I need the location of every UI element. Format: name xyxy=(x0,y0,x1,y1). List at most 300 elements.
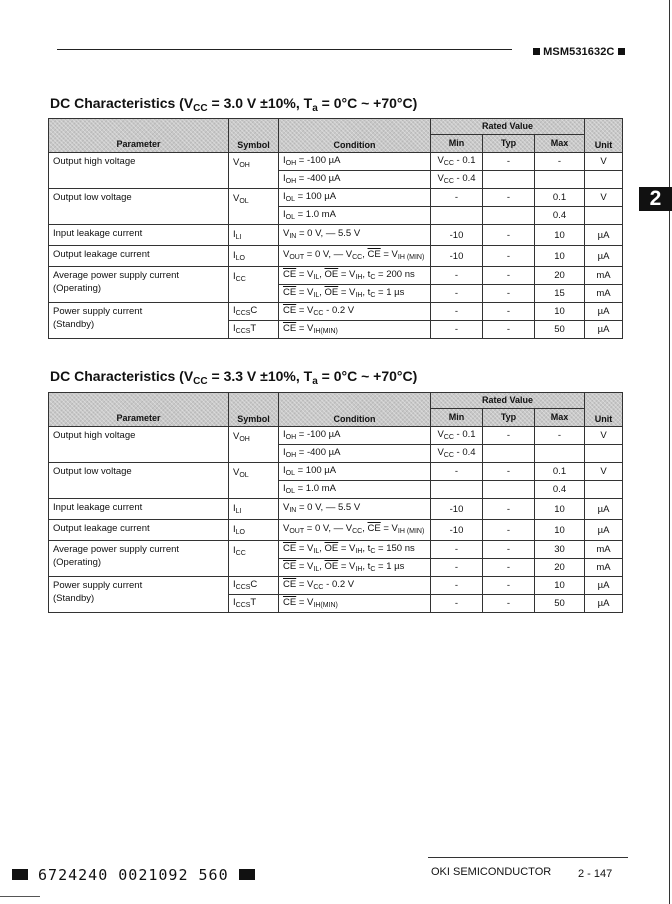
text: - 0.4 xyxy=(453,172,476,184)
unit-cell: mA xyxy=(585,267,623,285)
table-row xyxy=(49,463,623,481)
subscript: OL xyxy=(285,195,295,203)
max-cell xyxy=(535,171,585,189)
min-cell xyxy=(431,481,483,499)
typ-cell: - xyxy=(483,463,535,481)
text: , t xyxy=(362,286,371,298)
typ-cell xyxy=(483,207,535,225)
subscript: OL xyxy=(239,472,249,479)
text: I xyxy=(283,428,286,440)
param-label: Average power supply current xyxy=(53,270,180,281)
text: , xyxy=(319,268,325,280)
typ-cell xyxy=(483,445,535,463)
text: I xyxy=(283,208,286,220)
symbol-cell xyxy=(229,463,279,499)
min-cell: - xyxy=(431,321,483,339)
col-min: Min xyxy=(431,409,483,427)
condition-cell xyxy=(279,153,431,171)
text: I xyxy=(233,503,236,514)
min-cell: - xyxy=(431,267,483,285)
subscript: a xyxy=(312,103,318,114)
table-row xyxy=(49,153,623,171)
text: V xyxy=(283,228,290,239)
typ-cell: - xyxy=(483,285,535,303)
symbol-cell xyxy=(229,321,279,339)
text: , xyxy=(319,542,325,554)
text: , xyxy=(319,286,325,298)
typ-cell: - xyxy=(483,520,535,541)
text: = V xyxy=(296,560,314,572)
subscript: IH (MIN) xyxy=(397,528,425,535)
param-sublabel: (Standby) xyxy=(53,593,95,604)
condition-cell xyxy=(279,595,431,613)
footer-rule xyxy=(428,857,628,858)
ce-bar: $\overline{CE}$ xyxy=(283,542,297,554)
text: V xyxy=(233,431,240,442)
text: I xyxy=(233,545,236,556)
symbol-cell xyxy=(229,303,279,321)
text: = 0 V, — 5.5 V xyxy=(296,502,361,513)
subscript: CC xyxy=(313,583,324,591)
text: I xyxy=(233,596,236,608)
max-cell xyxy=(535,445,585,463)
min-cell: - xyxy=(431,595,483,613)
param-label: Power supply current xyxy=(53,306,143,317)
ce-bar: $\overline{CE}$ xyxy=(367,249,381,260)
text: = V xyxy=(296,578,314,590)
text: = 0 V, — V xyxy=(304,249,353,260)
text: = 0 V, — 5.5 V xyxy=(296,228,361,239)
subscript: LO xyxy=(235,255,245,262)
subscript: IL xyxy=(313,291,320,299)
unit-cell: mA xyxy=(585,541,623,559)
condition-cell xyxy=(279,445,431,463)
text: = 0 V, — V xyxy=(304,523,353,534)
unit-cell xyxy=(585,171,623,189)
square-bullet-icon xyxy=(533,48,540,55)
text: DC Characteristics (V xyxy=(50,368,194,384)
subscript: OUT xyxy=(289,528,305,535)
max-cell: 0.4 xyxy=(535,207,585,225)
param-label: Output low voltage xyxy=(53,192,132,203)
text: V xyxy=(233,157,240,168)
text: = -100 µA xyxy=(296,154,341,166)
max-cell: 50 xyxy=(535,321,585,339)
subscript: IH xyxy=(355,565,363,573)
header-row xyxy=(49,119,623,135)
text: I xyxy=(233,578,236,590)
param-label: Input leakage current xyxy=(53,502,143,513)
max-cell: 0.1 xyxy=(535,463,585,481)
min-cell xyxy=(431,171,483,189)
param-sublabel: (Operating) xyxy=(53,283,102,294)
text: V xyxy=(283,523,290,534)
typ-cell xyxy=(483,171,535,189)
min-cell: - xyxy=(431,189,483,207)
unit-cell: V xyxy=(585,153,623,171)
max-cell: 15 xyxy=(535,285,585,303)
table-row xyxy=(49,303,623,321)
col-condition: Condition xyxy=(279,393,431,427)
text: = 1 µs xyxy=(375,286,405,298)
subscript: CC xyxy=(443,433,454,441)
symbol-cell xyxy=(229,577,279,595)
col-unit: Unit xyxy=(585,393,623,427)
table-row xyxy=(49,520,623,541)
typ-cell: - xyxy=(483,153,535,171)
unit-cell: µA xyxy=(585,520,623,541)
subscript: OH xyxy=(285,451,297,459)
text: = V xyxy=(296,322,314,334)
condition-cell xyxy=(279,499,431,520)
condition-cell xyxy=(279,267,431,285)
unit-cell: µA xyxy=(585,577,623,595)
subscript: LI xyxy=(235,508,242,515)
text: - 0.1 xyxy=(453,154,476,166)
page-number: 2 - 147 xyxy=(578,868,613,880)
max-cell: 10 xyxy=(535,246,585,267)
text: = 0°C ~ +70°C) xyxy=(317,95,418,111)
text: I xyxy=(233,229,236,240)
table-row xyxy=(49,577,623,595)
symbol-cell xyxy=(229,189,279,225)
text: I xyxy=(233,322,236,334)
subscript: OH xyxy=(285,177,297,185)
param-cell xyxy=(49,246,229,267)
footer-barcode-text xyxy=(12,866,255,884)
col-max: Max xyxy=(535,135,585,153)
param-cell xyxy=(49,520,229,541)
min-cell xyxy=(431,427,483,445)
text: = V xyxy=(296,286,314,298)
typ-cell: - xyxy=(483,499,535,520)
text: , xyxy=(362,523,368,534)
text: V xyxy=(233,193,240,204)
text: I xyxy=(283,464,286,476)
condition-cell xyxy=(279,321,431,339)
text: = V xyxy=(296,304,314,316)
text: V xyxy=(437,446,444,458)
max-cell: - xyxy=(535,153,585,171)
ce-bar: $\overline{CE}$ xyxy=(367,523,381,534)
subscript: IH xyxy=(355,273,363,281)
text: = 100 µA xyxy=(294,190,337,202)
col-typ: Typ xyxy=(483,409,535,427)
text: = 200 ns xyxy=(375,268,415,280)
symbol-cell xyxy=(229,153,279,189)
subscript: IH xyxy=(355,547,363,555)
col-typ: Typ xyxy=(483,135,535,153)
text: V xyxy=(283,249,290,260)
part-number: MSM531632C xyxy=(543,46,615,58)
min-cell: - xyxy=(431,559,483,577)
text: = V xyxy=(338,286,356,298)
text: = -400 µA xyxy=(296,172,341,184)
symbol-cell xyxy=(229,427,279,463)
section-title xyxy=(50,368,417,387)
subscript: C xyxy=(370,273,376,281)
subscript: CC xyxy=(443,451,454,459)
min-cell: -10 xyxy=(431,520,483,541)
max-cell: 0.1 xyxy=(535,189,585,207)
typ-cell: - xyxy=(483,541,535,559)
text: I xyxy=(283,446,286,458)
condition-cell xyxy=(279,481,431,499)
typ-cell xyxy=(483,481,535,499)
max-cell: 50 xyxy=(535,595,585,613)
min-cell: -10 xyxy=(431,499,483,520)
max-cell: 20 xyxy=(535,559,585,577)
param-label: Power supply current xyxy=(53,580,143,591)
condition-cell xyxy=(279,559,431,577)
subscript: CC xyxy=(443,159,454,167)
subscript: LI xyxy=(235,234,242,241)
text: , t xyxy=(362,268,371,280)
max-cell: 10 xyxy=(535,303,585,321)
subscript: a xyxy=(312,376,318,387)
unit-cell: µA xyxy=(585,499,623,520)
param-cell xyxy=(49,189,229,225)
table-row xyxy=(49,499,623,520)
max-cell: 10 xyxy=(535,520,585,541)
oe-bar: $\overline{OE}$ xyxy=(324,286,339,298)
condition-cell xyxy=(279,541,431,559)
min-cell xyxy=(431,153,483,171)
text: = 1.0 mA xyxy=(294,482,336,494)
dc-characteristics-table xyxy=(48,392,623,613)
typ-cell: - xyxy=(483,577,535,595)
text: - 0.4 xyxy=(453,446,476,458)
subscript: IH (MIN) xyxy=(397,254,425,261)
text: = V xyxy=(380,249,398,260)
param-cell xyxy=(49,463,229,499)
param-cell xyxy=(49,225,229,246)
unit-cell: µA xyxy=(585,321,623,339)
symbol-cell xyxy=(229,595,279,613)
col-symbol: Symbol xyxy=(229,393,279,427)
text: = V xyxy=(296,268,314,280)
text: - 0.2 V xyxy=(323,304,355,316)
text: C xyxy=(250,578,258,590)
unit-cell: µA xyxy=(585,225,623,246)
dc-characteristics-table xyxy=(48,118,623,339)
min-cell: -10 xyxy=(431,225,483,246)
ce-bar: $\overline{CE}$ xyxy=(283,578,297,590)
subscript: OL xyxy=(285,469,295,477)
square-bullet-icon xyxy=(618,48,625,55)
max-cell: 20 xyxy=(535,267,585,285)
typ-cell: - xyxy=(483,225,535,246)
typ-cell: - xyxy=(483,321,535,339)
unit-cell xyxy=(585,207,623,225)
subscript: CC xyxy=(313,309,324,317)
text: = V xyxy=(338,542,356,554)
unit-cell: V xyxy=(585,463,623,481)
text: I xyxy=(283,482,286,494)
text: - 0.2 V xyxy=(323,578,355,590)
subscript: C xyxy=(370,291,376,299)
symbol-cell xyxy=(229,499,279,520)
param-label: Average power supply current xyxy=(53,544,180,555)
text: = -100 µA xyxy=(296,428,341,440)
text: = 150 ns xyxy=(375,542,415,554)
condition-cell xyxy=(279,463,431,481)
subscript: IH xyxy=(355,291,363,299)
unit-cell: mA xyxy=(585,285,623,303)
subscript: OUT xyxy=(289,254,305,261)
symbol-cell xyxy=(229,541,279,577)
typ-cell: - xyxy=(483,559,535,577)
param-cell xyxy=(49,427,229,463)
condition-cell xyxy=(279,189,431,207)
text: T xyxy=(250,322,257,334)
unit-cell: µA xyxy=(585,595,623,613)
max-cell: 10 xyxy=(535,577,585,595)
table-row xyxy=(49,541,623,559)
text: , xyxy=(362,249,368,260)
subscript: IH(MIN) xyxy=(313,601,338,609)
col-unit: Unit xyxy=(585,119,623,153)
col-min: Min xyxy=(431,135,483,153)
condition-cell xyxy=(279,171,431,189)
subscript: CCS xyxy=(235,309,251,317)
text: - 0.1 xyxy=(453,428,476,440)
symbol-cell xyxy=(229,246,279,267)
min-cell: -10 xyxy=(431,246,483,267)
param-label: Output leakage current xyxy=(53,249,150,260)
text: = V xyxy=(296,596,314,608)
min-cell xyxy=(431,207,483,225)
barcode-number: 6724240 0021092 560 xyxy=(38,866,229,884)
subscript: C xyxy=(370,547,376,555)
param-label: Input leakage current xyxy=(53,228,143,239)
text: V xyxy=(233,467,240,478)
condition-cell xyxy=(279,427,431,445)
col-parameter: Parameter xyxy=(49,119,229,153)
condition-cell xyxy=(279,577,431,595)
text: I xyxy=(283,154,286,166)
text: , t xyxy=(362,542,371,554)
text: I xyxy=(233,524,236,535)
typ-cell: - xyxy=(483,595,535,613)
unit-cell: mA xyxy=(585,559,623,577)
param-cell xyxy=(49,267,229,303)
max-cell: 30 xyxy=(535,541,585,559)
scan-mark xyxy=(0,896,40,897)
section-title xyxy=(50,95,417,114)
text: T xyxy=(250,596,257,608)
symbol-cell xyxy=(229,267,279,303)
text: DC Characteristics (V xyxy=(50,95,194,111)
subscript: CC xyxy=(193,376,208,387)
param-cell xyxy=(49,303,229,339)
oe-bar: $\overline{OE}$ xyxy=(324,542,339,554)
oe-bar: $\overline{OE}$ xyxy=(324,268,339,280)
text: I xyxy=(233,304,236,316)
symbol-cell xyxy=(229,225,279,246)
typ-cell: - xyxy=(483,246,535,267)
subscript: IN xyxy=(289,233,297,240)
subscript: CCS xyxy=(235,327,251,335)
min-cell: - xyxy=(431,577,483,595)
text: I xyxy=(233,271,236,282)
ce-bar: $\overline{CE}$ xyxy=(283,596,297,608)
text: , t xyxy=(362,560,371,572)
text: = 0°C ~ +70°C) xyxy=(317,368,418,384)
min-cell: - xyxy=(431,463,483,481)
ce-bar: $\overline{CE}$ xyxy=(283,286,297,298)
typ-cell: - xyxy=(483,303,535,321)
text: = 3.3 V ±10%, T xyxy=(207,368,313,384)
typ-cell: - xyxy=(483,427,535,445)
text: I xyxy=(283,172,286,184)
min-cell: - xyxy=(431,285,483,303)
oe-bar: $\overline{OE}$ xyxy=(324,560,339,572)
subscript: OH xyxy=(239,162,250,169)
unit-cell: V xyxy=(585,189,623,207)
param-label: Output leakage current xyxy=(53,523,150,534)
page-edge xyxy=(669,0,670,904)
subscript: OH xyxy=(285,433,297,441)
condition-cell xyxy=(279,225,431,246)
part-number-header xyxy=(533,46,625,58)
subscript: CC xyxy=(352,528,363,535)
table-row xyxy=(49,267,623,285)
subscript: IL xyxy=(313,565,320,573)
text: V xyxy=(437,428,444,440)
text: I xyxy=(233,250,236,261)
subscript: CC xyxy=(443,177,454,185)
subscript: IL xyxy=(313,273,320,281)
text: = 1.0 mA xyxy=(294,208,336,220)
footer-company: OKI SEMICONDUCTOR xyxy=(431,866,552,878)
typ-cell: - xyxy=(483,189,535,207)
col-symbol: Symbol xyxy=(229,119,279,153)
ce-bar: $\overline{CE}$ xyxy=(283,268,297,280)
text: = 100 µA xyxy=(294,464,337,476)
black-block-icon xyxy=(239,869,255,880)
table-row xyxy=(49,427,623,445)
section-tab: 2 xyxy=(639,187,672,211)
subscript: CC xyxy=(193,103,208,114)
unit-cell xyxy=(585,445,623,463)
table-row xyxy=(49,225,623,246)
param-cell xyxy=(49,499,229,520)
condition-cell xyxy=(279,303,431,321)
unit-cell: µA xyxy=(585,246,623,267)
text: I xyxy=(283,190,286,202)
ce-bar: $\overline{CE}$ xyxy=(283,322,297,334)
subscript: OL xyxy=(239,198,249,205)
text: = V xyxy=(380,523,398,534)
param-label: Output high voltage xyxy=(53,156,136,167)
param-label: Output low voltage xyxy=(53,466,132,477)
subscript: OH xyxy=(285,159,297,167)
text: C xyxy=(250,304,258,316)
condition-cell xyxy=(279,520,431,541)
text: V xyxy=(437,154,444,166)
param-cell xyxy=(49,541,229,577)
subscript: OL xyxy=(285,487,295,495)
subscript: C xyxy=(370,565,376,573)
text: = V xyxy=(296,542,314,554)
param-cell xyxy=(49,153,229,189)
black-block-icon xyxy=(12,869,28,880)
subscript: CCS xyxy=(235,583,251,591)
subscript: CC xyxy=(235,550,246,557)
subscript: IL xyxy=(313,547,320,555)
col-parameter: Parameter xyxy=(49,393,229,427)
